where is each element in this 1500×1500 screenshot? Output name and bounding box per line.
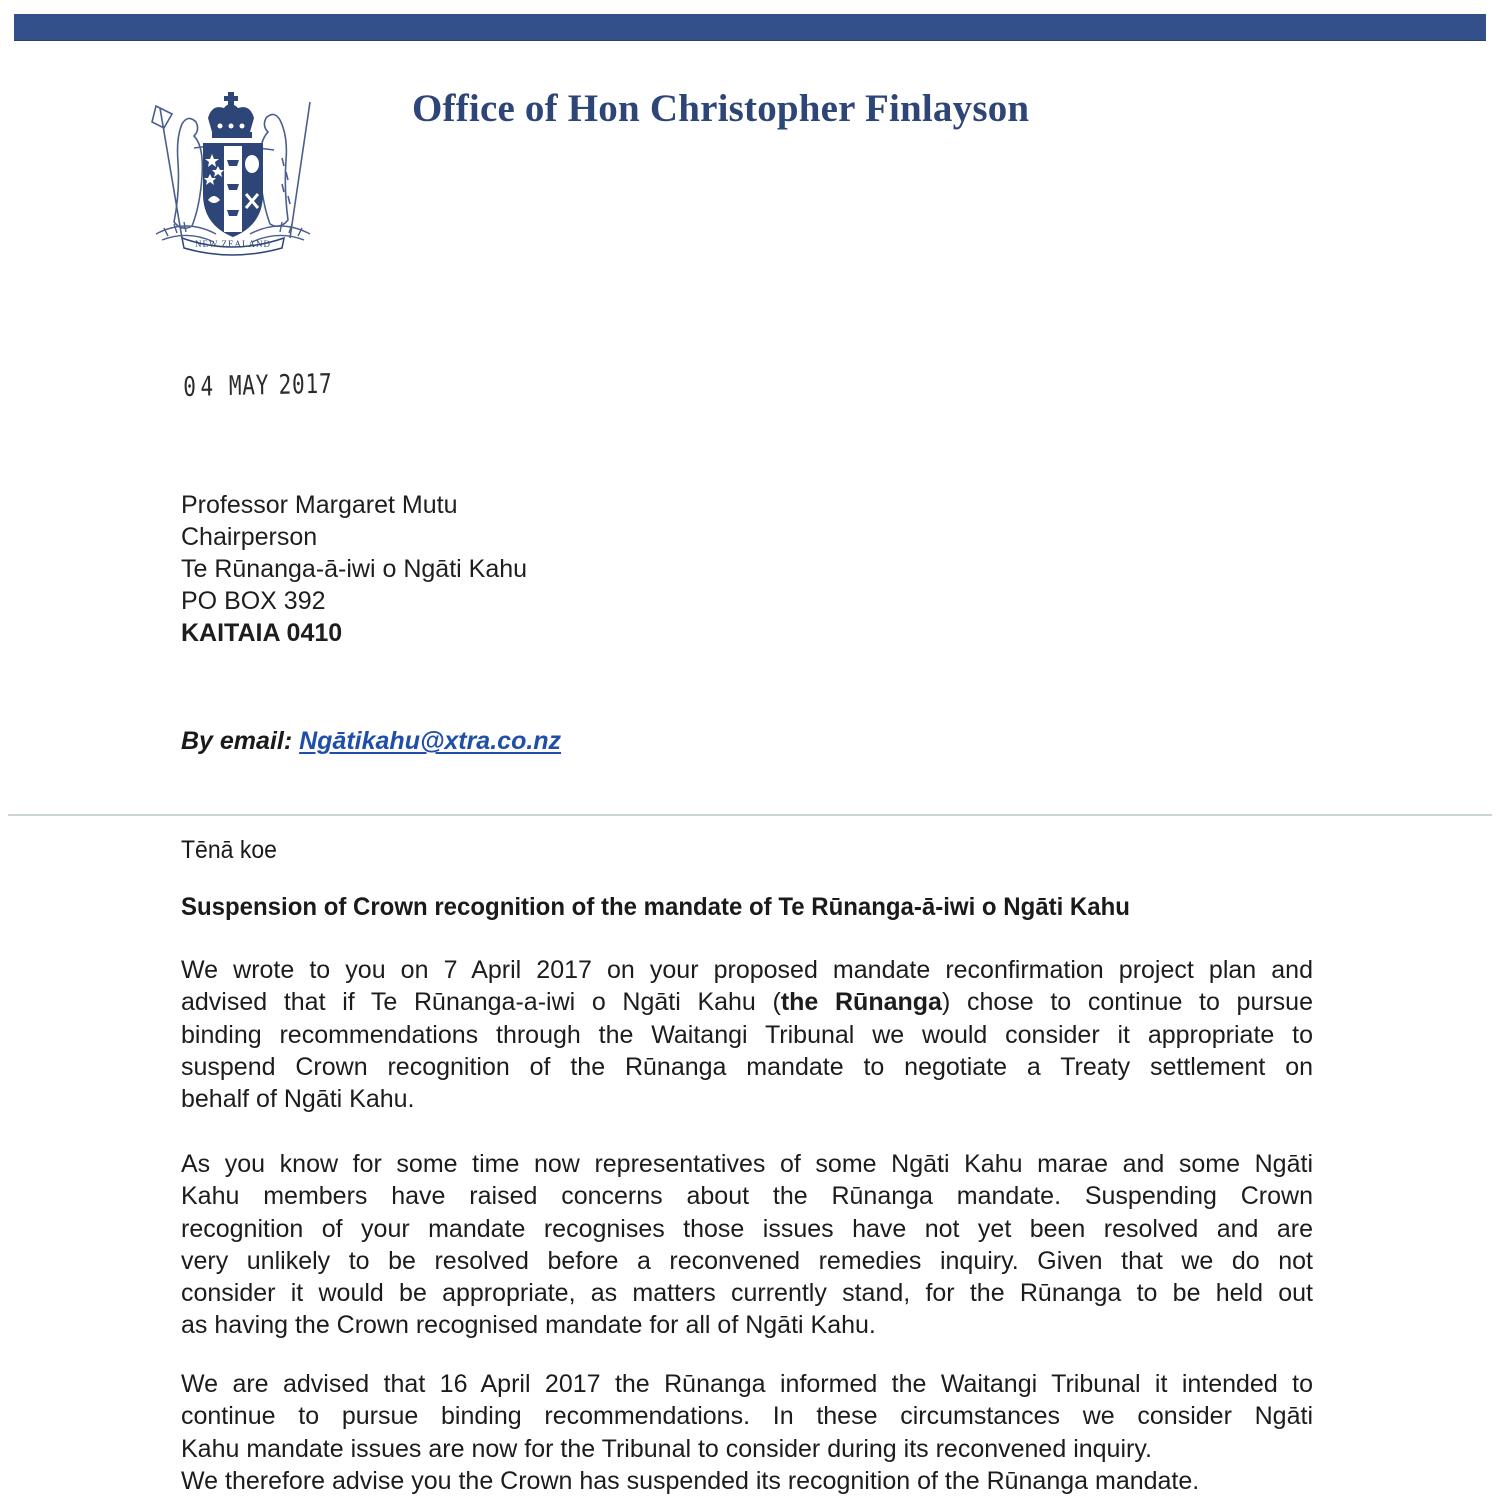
paragraph-line: recognition of your mandate recognises those issues have not yet been resolved and are — [181, 1214, 1313, 1243]
nz-coat-of-arms-logo — [142, 88, 324, 256]
paragraph-line: as having the Crown recognised mandate for all of Ngāti Kahu. — [181, 1311, 876, 1340]
date-month: MAY — [228, 370, 270, 402]
paragraph-line: behalf of Ngāti Kahu. — [181, 1085, 415, 1114]
office-title: Office of Hon Christopher Finlayson — [412, 87, 1030, 130]
recipient-city-postcode: KAITAIA 0410 — [181, 619, 343, 647]
recipient-title: Chairperson — [181, 523, 318, 551]
date-stamp — [183, 369, 333, 403]
date-year: 2017 — [278, 368, 333, 401]
crest-label: NEW ZEALAND — [194, 239, 272, 249]
recipient-organisation: Te Rūnanga-ā-iwi o Ngāti Kahu — [181, 555, 528, 583]
paragraph-line: consider it would be appropriate, as matters currently stand, for the Rūnanga to be held out — [181, 1279, 1313, 1308]
recipient-po-box: PO BOX 392 — [181, 587, 326, 615]
letterhead-bar — [14, 14, 1486, 40]
paragraph-line: suspend Crown recognition of the Rūnanga mandate to negotiate a Treaty settlement on — [181, 1052, 1313, 1081]
recipient-name: Professor Margaret Mutu — [181, 491, 458, 519]
greeting: Tēnā koe — [181, 836, 277, 864]
delivery-line — [181, 727, 561, 756]
by-email-label: By email: — [181, 727, 293, 755]
subject-heading: Suspension of Crown recognition of the mandate of Te Rūnanga-ā-iwi o Ngāti Kahu — [181, 893, 1130, 921]
paragraph-line: Kahu members have raised concerns about the Rūnanga mandate. Suspending Crown — [181, 1182, 1313, 1211]
paragraph-line: Kahu mandate issues are now for the Tribunal to consider during its reconvened inquiry. — [181, 1434, 1152, 1463]
text-run: ) chose to continue to pursue — [941, 988, 1313, 1017]
paragraph-line: We therefore advise you the Crown has suspended its recognition of the Rūnanga mandate. — [181, 1466, 1200, 1495]
recipient-address — [181, 489, 527, 649]
paragraph-1 — [181, 954, 1313, 1115]
paragraph-line: We are advised that 16 April 2017 the Rūnanga informed the Waitangi Tribunal it intended to — [181, 1370, 1313, 1398]
paragraph-3 — [181, 1368, 1313, 1497]
date-day: 04 — [183, 371, 219, 403]
paragraph-line — [181, 986, 1313, 1018]
paragraph-line: As you know for some time now representatives of some Ngāti Kahu marae and some Ngāti — [181, 1150, 1313, 1178]
email-link[interactable]: Ngātikahu@xtra.co.nz — [299, 727, 562, 755]
paragraph-line: continue to pursue binding recommendations. In these circumstances we consider Ngāti — [181, 1402, 1313, 1431]
page-separator — [8, 814, 1492, 816]
paragraph-line: We wrote to you on 7 April 2017 on your proposed mandate reconfirmation project plan and — [181, 956, 1313, 984]
paragraph-2 — [181, 1148, 1313, 1342]
text-run: advised that if Te Rūnanga-a-iwi o Ngāti Kahu ( — [181, 988, 781, 1017]
paragraph-line: very unlikely to be resolved before a reconvened remedies inquiry. Given that we do not — [181, 1246, 1313, 1275]
defined-term: the Rūnanga — [780, 988, 942, 1017]
paragraph-line: binding recommendations through the Waitangi Tribunal we would consider it appropriate to — [181, 1020, 1313, 1049]
